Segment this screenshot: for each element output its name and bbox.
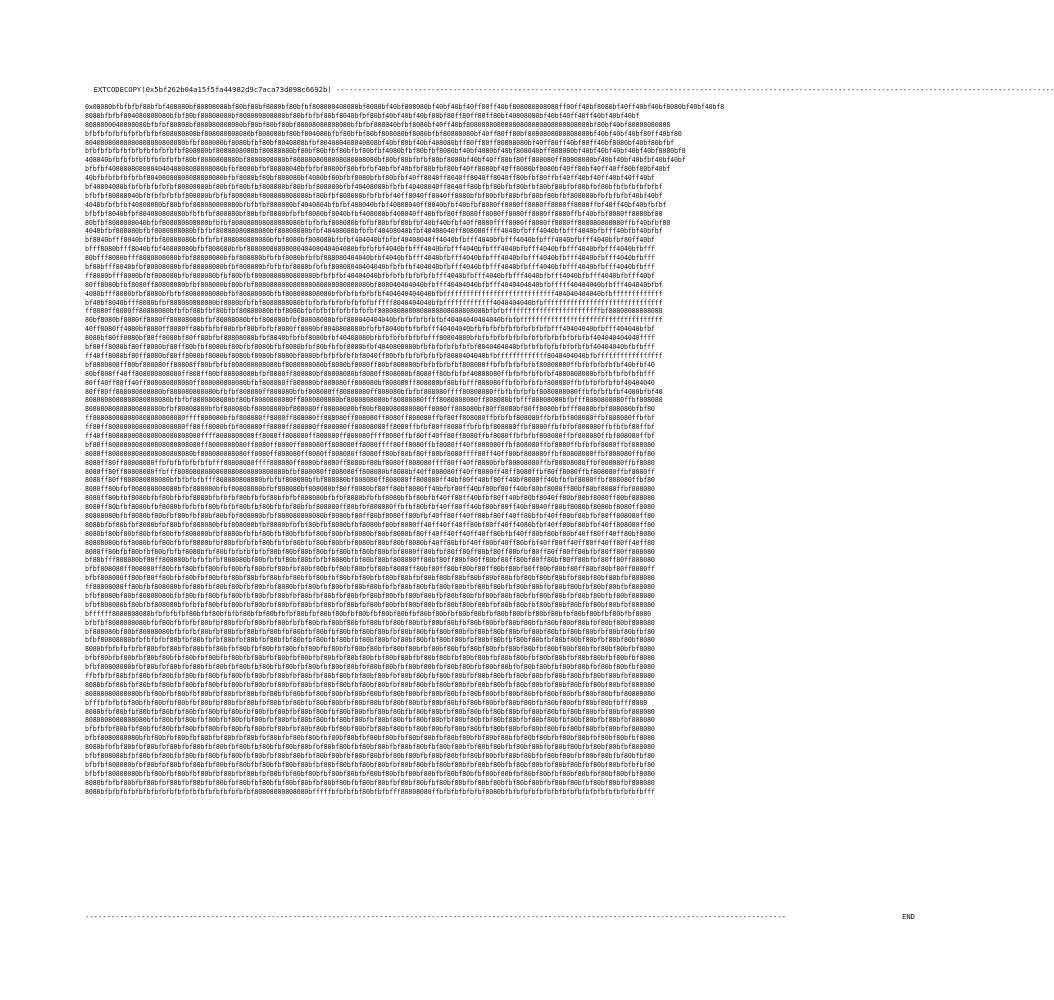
hex-line: bfbfbfbfbfbfbfbfbfbf808080808bf808080808080bf808080bf80bf804080bfbf80bfbf80bf808080bf8080bfbf80808080bf40ff80ff80bf8080808080808080bf40bf40bf40bf80ff40bf80 (85, 129, 682, 138)
hex-line: bfbf8080bf80bf80808080bfbf80bfbf80bfbf80bfbf80bfbf80bfbf80bfbf80bfbf80bfbf80bf80bfbf80bf80bfbf80bf80bfbf80bf80bf80bfbf80bf80bfbf80bf80bfbf80bf808080 (85, 591, 655, 600)
hex-line: ffbfbfbf80bfbf80bfbf80bfbf80bfbf80bfbf80bfbf80bfbf80bfbf80bfbf80bf80bfbf80bf80bfbf80bf80bfbf80bf80bfbf80bf80bfbf80bf80bfbf80bf80bfbf80bf80bfbf808080 (85, 672, 655, 680)
hex-line: bfff8080bfff8040bfbf40808080bfbf808080bfbf8080808080808040408040404080bfbfbfbf4040bfbfff4040bfbfff4040bfbfff4040bfbfff4040bfbfff4040bfbfff4040bfbfff (85, 245, 655, 254)
hex-line: bfbf80808080bfbf80bfbf80bfbf80bfbf80bfbf80bfbf80bfbf80bfbf80bfbf80bf80bfbf80bf80bfbf80bf80bfbf80bf80bfbf80bf80bfbf80bf80bfbf80bf80bfbf80bf80bfbf8080 (85, 663, 655, 672)
hex-line: bf80bfff808080bf80ff808080bfbfbfbfbf808080bf80bfbfbf80bf80bfbfbf8080bfbf80bf80bf808080ff80bf80ff80bf80ff80bf80ff80bf80ff80bf80ff80bfbf80ff80ff808080 (85, 556, 655, 565)
hex-line: 8080bfbfbfbfbfbf80bfbf80bfbf80bfbf80bfbf80bfbf80bfbf80bfbf80bfbf80bfbf80bf80bfbf80bf80bfbf80bf80bfbf80bf80bfbf80bf80bfbf80bf80bf80bfbf80bf80bfbf8080 (85, 645, 655, 654)
end-marker: END (902, 912, 915, 921)
hex-line: bf8040bfff8040bfbfbf80808080bfbfbfbf808080808080bfbf8080bf808080bfbfbf404040bfbfbf40408040ff4040bfbfff4040bfbfff4040bfbfff4040bfbfff4040bfbf80ff40bf (85, 236, 655, 245)
hex-line: 40bfbfbfbfbfbfbf80408080808080808080bfbf8080bf80bf808080bf4080bf80bfbf8080bfbf80bfbf40ff8040ff8040ff8040ff8040ff80bfbf80ffbf40ff40bf40ff40bf40ff40bf (85, 174, 655, 183)
hex-line: bfbfbf8080808080bfbf80bfbfbfbf80bfbf80bfbfbf80bfbf80bfbfbf80bfbf80bf80bfbf80bfbf80bf80bfbf80bf80bfbf80bf80bfbf80bf80bfbf80bf80bf80bfbf80bf80bf808080 (85, 618, 655, 627)
hex-line: bfbfbfbf80bfbf80bfbf80bfbf80bfbf80bfbf80bfbf80bfbf80bfbf80bf80bfbf80bf80bfbf80bf80bfbf80bf80bfbf80bf80bfbf80bf80bfbf80bf80bfbf80bf80bfbf80bfbf808080 (85, 725, 655, 734)
hex-line: 80808080bfbf8080bf80bfbf80bfbf80bf80bfbf808080bfbf808080808080bf8080bf80ff80bf8080ff80bfbf40ff80ff40ff80bf80ff40ff80bfbf40ff80bf80bfbf80ff808080ff80 (85, 511, 655, 520)
hex-line: 80ff80ff808080808080bf808080808080bfbfbf808080ff808080bfbf808080ff80808080ff808080bfbfbf808080ffff80808080ffbfbfbfbfbf8080808080ffbfbfbfbfbf4080bfbf40 (85, 387, 663, 396)
hex-line: bf80ff808080808080808080808080ff8080808080ff8080ff8080ff808080ff808080ff8080ffff80ff8080ffbf8080ff40ff808080ffbf808080ffbf8080ffbfbfbf8080ffbf808080 (85, 440, 655, 449)
hex-line: 408040bfbfbfbfbfbfbfbfbfbf80bf8080808080bf8080808080bf8080808080808080808080bf80bf80bfbfbf80bf8080bf40bf40ff80bf80ff808080ff80808080bf40bf40bf40bfbf40bf40bf (85, 156, 686, 165)
hex-line: 8080ff80ff80808080ffbfbfbfbfbfbfbfff80808080ffff808080ff8080bf8080ff8080bf80bf8080ff808080ffff80ff40ff8080bfbf80808080ffbf80808080ffbf808080ffbf8080 (85, 458, 655, 467)
hex-line: ff40ff808080808080808080808080ffff8080808080ff8080ff808080ff808080ff808080ffff8080ffbf80ff40ff80ff8080ffbf8080ffbfbfbf808080ffbf808080ffbf808080ffbf (85, 431, 655, 440)
hex-line: 80bfff8080bfff8080808080bfbf80808080bfbf808080bfbfbf8080bfbfbf808080404040bfbf4040bfbfff4040bfbfff4040bfbfff4040bfbfff4040bfbfff4040bfbfff4040bfbfff (85, 254, 655, 263)
hex-line: 80ff40ff80ff40ff808080808080ff808080808080bfbf808080ff808080bf808080ff808080bf808080ff808080bf80bfbfff808080ffbfbfbfbfbf808080ffbfbfbfbfbfbf40404040 (85, 378, 655, 387)
hex-line: bfbf80bfbf80bfbf80bf80bfbf80bfbf80bfbf80bfbf80bfbf80bfbf80bfbf80bfbf80bf80bfbf80bf80bfbf80bf80bfbf80bf80bfbf80bf80bfbf80bf80bfbf80bf80bfbf80bfbf8080 (85, 654, 655, 663)
hex-line: 8080ff80ff80808080ffbfff8080808080808080808080808080bfbf808080ff808080ff808080bf8080bf40ff808080ff40ff8080ff40ff8080ffbf80ff8080ffbf808080ffbf8080ff (85, 467, 655, 476)
hex-line: bfffbfbfbfbf80bfbf80bfbf80bfbf80bfbf80bfbf80bfbf80bfbf80bfbf80bf80bfbf80bf80bfbf80bf80bfbf80bf80bfbf80bf80bfbf80bf80bfbf80bf80bfbf80bf80bfbfff8080 (85, 698, 648, 707)
hex-line: bf40804080bfbfbfbfbfbfbf80808080bf80bfbf80bfbf808080bf80bfbf808080bfbf40408080bfbfbf40408040ff8040ff80bfbf80bfbf80bfbf80bf80bfbf80bfbf80bfbfbfbfbfbfbf (85, 183, 663, 192)
hex-line: 8080ff80bfbf808080808080bfbf808080bfbf80808080bfbf808080bf808080bf80ff8080bf80ff80bf8080ff40bfbf80ff40bf80bf80ff40bf80bf8080ff80bf80bf8080ffbf808080 (85, 485, 655, 494)
hex-line: bfbfbf80808080bfbf80bfbf80bfbf80bfbf80bfbf80bfbf80bfbf80bf80bfbf80bf80bfbf80bf80bfbf80bf80bfbf80bf80bfbf80bf80bfbf80bf80bfbf80bf80bfbf80bf80bfbf8080 (85, 769, 655, 778)
hex-line: 8080bf80ff8080bf80ff8080bf80ff80bfbf80808080bfbf8040bfbfbf8080bfbf40408080bfbfbfbfbfbfbfbfff80804080bfbfbfbfbfbfbfbfbfbfbfbfbfbfbfbf404040404040ffff (85, 334, 655, 343)
hex-line: 4080bfff8080bfbf8080bfbfbf8080808080bfbf80808080bfbf808080808080bfbfbfbfbfbfbf404040404040bfbfffffffffffffffffffffffffffff404040404040bfbfffffffffffff (85, 289, 663, 298)
hex-line: bfbf808080bf80bfbf808080bfbfbfbf80bfbf80bfbf80bfbf80bfbf80bfbf80bfbf80bfbf80bf80bfbf80bf80bfbf80bf80bf80bfbf80bf80bfbf80bf80bf80bfbf80bf80bfbf808080 (85, 600, 655, 609)
hex-line: bfbf808080bfbf80bfbf80bfbf80bfbf80bfbf80bfbf80bfbf80bf80bfbf80bf80bfbf80bf80bfbf80bf80bfbf80bf80bfbf80bf80bfbf80bf80bfbf80bf80bfbf80bf80bfbf80bfbf80 (85, 752, 655, 761)
footer-rule: ------------------------------------------------------------------------------------------------------------------------------------------------------------------ (85, 912, 787, 921)
hex-line: bfbfbf408080808080404040808080808080bfbf8080bfbf80808040bfbfbf8080bf80bfbfbf40bfbf40bfbf80bfbf80bf40ff8080bf40ff8080bf8080bf40ff80bf40ff40ff80bf80bf40bf (85, 165, 671, 174)
hex-line: bf40bf8040bfff8080bfbf808080808080bf8080bfbfbf8080808080bfbfbfbfbfbfbfbfbfbfffff8040404040bfbfffffffffffff4040404040bfbfffffffffffffffffffffffffffffff (85, 298, 663, 307)
hex-line: 4040bfbf808080bfbf8080808080bfbfbf80808080808080bf80808080bfbf40408080bfbfbf40408040bfbf40408040ff808080ffff4040bfbfff4040bfbfff4040bfbfff40bfbf40bfbf (85, 227, 663, 236)
hex-line: bf80ff8080bf80ff8080bf80ff80bfbf8080bf80bfbf8080bfbf8080bfbf80bfbfbf8080bfbf4040808080bfbfbfbfbfbfbfbf8040404040bfbfbfbfbfbfbfbfbfbf40404040bfbfbfff (85, 343, 655, 352)
hex-line: bfbfbfbfbfbfbfbfbfbfbfbfbf808080bf8080808080bf80808080bf80bf80bfbf80bfbf80bfbf4080bfbf80bfbf8080bf40bf4080bf40bf808040bff808080bf40bf40bf40bf40bf40bf8080bf8 (85, 147, 686, 156)
hex-line: bf80bfff8040bfbf80808080bfbf80808080bfbf808080bfbfbfbf8080bfbfbf80808040404040bfbfbfbf404040bfbfff4040bfbfff4040bfbfff4040bfbfff4040bfbfff4040bfbfff (85, 263, 655, 272)
bytecode-footer (85, 912, 915, 921)
hex-line: 80808080808080808080bfbf80808080bfbf808080bf80808080bf808080ff80808080bf80bf808080808080ff8080ff808080bf80ff8080bf80ff8080bfbfff8080bfbf808080bfbf80 (85, 405, 655, 414)
bytecode-header (85, 76, 1054, 94)
hex-line: 8080ff80bfbf8080bfbf8080bfbfbfbf80bfbfbf80bfbf80bfbfbf80bfbf808080ff80bfbf808080ffbfbf80bfbf40ff80ff40bf80bf80ff40bf8040ff80bf8080bf8080bf8080ff8080 (85, 503, 655, 512)
bytecode-hex-dump (85, 103, 915, 893)
hex-line: bfbf8080808080bfbf80bfbf80bfbf80bfbf80bfbf80bfbf80bfbf80bf80bfbf80bf80bfbf80bf80bfbf80bf80bfbf80bf80bfbf80bf80bfbf80bf80bfbf80bf80bfbf80bf80bfbf8080 (85, 734, 655, 743)
hex-line: 8080bfbfbfbfbfbfbfbfbfbfbfbfbfbfbfbfbfbfbfbf80808080808080bfffffbfbfbfbf80bfbfbfff80808080ffbfbfbfbfbfbf8080bfbfbfbfbfbfbfbfbfbfbfbfbfbfbfbfbfbfbfff (85, 787, 655, 796)
hex-line: 8080bfbf80bfbf8080bfbf80bfbf808080bfbf808080bfbf8080bfbfbf80bfbf8080bfbf8080bf80bf8080ff40ff40ff40ff80bf80ff40ff4080bfbf40ff80bf80bfbf40ff808080ff80 (85, 520, 655, 529)
hex-line: bfbfbf808080bfbf80bfbf80bfbf80bfbf80bfbf80bfbf80bfbf80bf80bfbf80bf80bfbf80bf80bfbf80bf80bfbf80bf80bfbf80bf80bfbf80bf80bfbf80bf80bfbf80bf80bfbfbfbf80 (85, 760, 655, 769)
hex-line: 4040bfbfbfbf40808080bf80bfbf808080808080bfbfbfbf808080bf4040804bfbfbf408040bfbf40808040ff8040bfbf40bfbf8080ff8080ff8080ff8080ff8080ffbf40ff40bf40bfbfbf (85, 200, 667, 209)
hex-line: 80bf808ff40ff808080808080ff808ff80bf80808080bfbf8080ff808080bf80808080bf8080ff808080bf8080ff80bfbfbf40808080ffbfbfbfbfbfbf4080808080bfbfbfbfbfbfbfff (85, 369, 655, 378)
hex-line: 8080ff80bfbf8080bfbf80bfbfbf8080bfbfbfbf80bfbfbf80bfbfbf808080bfbfbf8080bfbfbf8080bfbf80bfbf40ff80ff40bfbf80ff40bf80bf8040ff80bf80bf8080ff80bf808080 (85, 494, 655, 503)
hex-line: 80ff8080bfbf8080ff80808080bfbf808080bf80bfbf808080808080808080808080808080bf808040404040bfbfff40404040bfbfff4040404040bfbfffff40404040bfbfff404040bfbf (85, 280, 663, 289)
hex-line: 8080bfbf80bfbf80bfbf80bfbf80bfbf80bfbf80bfbf80bfbf80bfbf80bf80bfbf80bf80bfbf80bf80bfbf80bf80bfbf80bf80bfbf80bf80bfbf80bf80bfbf80bf80bfbf80bfbf808080 (85, 707, 655, 716)
hex-line: 8080bfbfbf804080808080bfbf80bf80808080bf808080808080bf80bfbfbf80bf8040bfbf80bf40bf40bf40bf80bf80ff80ff80ff80bf40808080bf40bf40ff40ff40bf40bf40bf (85, 111, 640, 120)
hex-line: 80bf8080bf8080ff8080ff80808080bfbf80808080bfbf808080bfbf80808080bfbf808040404040bfbfbfbfbfbfbf40404040404040bfbfbfffffffffffffffffffffffffffffffffffff (85, 316, 663, 325)
hex-line: ff80808080ff80bfbf808080bfbf80bfbf80bf80bfbf80bfbf8080bfbf80bfbf80bfbf80bf80bfbfbf80bf80bfbf80bf80bfbf80bf80bfbf80bf80bfbf80bf80bfbf80bf80bfbf808080 (85, 583, 655, 592)
header-label: EXTCODECOPY(0x5bf262b04a15f5fa44982d9c7aca73d098c6692b) (93, 85, 332, 94)
hex-line: bfbf808080ff808080ff80bfbf80bfbf80bfbf80bfbf80bfbf80bfbf80bf80bfbf80bf80bfbf80bf8080ff80bf80ff80bf80bf80ff80bf80bf80ff80bf80bf80ff80bf80bf80ff8080ff (85, 565, 655, 574)
hex-line: 8080ff80bfbf80bfbf80bfbfbf8080bfbf80bfbfbfbfbfbf80bf80bf80bf80bfbf80bfbf80bf80bfbf8080ff80bfbf80ff80ff80bf80ff80bfbf80ff80ff80ff80bfbf80ff80ff808080 (85, 547, 655, 556)
header-rule: ---------------------------------------------------------------------------------------------------------------------------------------------------------------------- (335, 85, 1054, 94)
hex-line: ff8080bfff8080bfbf808080bfbf808080bfbf80bfbf8080808080808080bfbfbfbf40404040bfbfbfbfbfbfbfbfff4040bfbfff4040bfbfff4040bfbfff4040bfbfff4040bfbfff40bf (85, 271, 655, 280)
hex-line: bf8080808ff80bf808080ff80808ff80bfbfbf808080808080bf8080808080bf8080bf8080ff80bf808080bfbfbfbfbfbf808080ffbfbfbfbfbfbf80808080ffbfbfbfbfbfbf40bfbf40 (85, 360, 655, 369)
hex-line: 8080ff8080808080808080808080bf808080808080ff8080ff808080ff8080ff808080ff8080ff80bf80bf80ff80bf8080ffff80ff40ff80bf808080ffbf80808080ffbf808080ffbf80 (85, 449, 655, 458)
hex-line: bfbfbf80808040bfbfbfbfbfbf808080bfbfbf808080bf808080808080bf80bfbf808080bfbfbfbf40ff8040ff8040ff8080bfbf80bfbf80bfbf80bf80bfbf808080bfbfbfbfbf40bf40bf (85, 191, 663, 200)
hex-line: 80bfbf8080808040bfbf808080808080bfbfbf808080808080808080bfbfbfbf808080bfbfbf80bfbf80bfbf40bf40bfbf40ff8080ffff8080ff8080ff8080ff808080808080ffbf40bfbf80 (85, 218, 671, 227)
hex-line: 40ff8080ff4080bf8080ff8080ff80bfbfbf80bfbf80bfbfbf8080ff8080bf8040808080bfbfbf8040bfbfbfbfff40404040bfbfbfbfbfbfbfbfbfbfbfff40404040bfbfff404040bfbf (85, 325, 655, 334)
hex-line: bfbf808080ff80bf80ff80bfbf80bfbf80bfbf80bf80bfbf80bfbf80bfbf80bfbf80bfbf80bfbf80bf80bfbf80bf80bf80bf80bf80bf80bfbf80bf80bf80bfbf80bf80bf80bfbf808080 (85, 574, 655, 583)
hex-line: ff8080ff8080ff80808080bfbfbf80bfbf80bfbf80808080bfbf8080bfbfbfbfbfbfbfbfbfbf8080808080808080808080808080bfbfbfffffffffffffffffffffffffbf80808080808080 (85, 307, 663, 316)
hex-line: bffffff8080808080bfbfbfbfbf80bfbf80bfbfbf80bfbf80bfbfbf80bfbf80bf80bfbf80bfbf80bf80bfbf80bf80bfbf80bf80bfbf80bf80bfbf80bf80bfbf80bf80bfbf80bfbf8080 (85, 609, 651, 618)
hex-line: 80808080bfbf8080bfbf80bfbfbf8080bfbf80bfbfbfbf80bfbfbf80bfbf80bf80bfbf8080bf80bf80bf8080bf40ff80bfbf40ff80bf40ff80bfbf40ff80ff40ff80ff40ff80ff40ff80 (85, 538, 655, 547)
hex-line: 8080ff80ff808080808080bfbfbfbfbfff808080808080bfbfbf808080bfbf808080bf808080ff808080ff808080ff40bf80ff40bf80ff40bf8080ff40bfbfbf8080ffbf808080ffbf80 (85, 476, 655, 485)
hex-line: 80808080808080bfbf80bfbf80bfbf80bfbf80bfbf80bfbf80bfbf80bfbf80bf80bfbf80bf80bfbf80bf80bfbf80bf80bfbf80bf80bfbf80bf80bfbf80bf80bfbf80bf80bfbf80808080 (85, 689, 655, 698)
hex-line: 8080bfbfbf80bfbf80bfbf80bfbf80bfbf80bfbf80bfbf80bfbf80bf80bfbf80bf80bfbf80bf80bfbf80bf80bfbf80bf80bfbf80bf80bfbf80bf80bfbf80bf80bfbf80bf80bfbf808080 (85, 743, 655, 752)
hex-line: 8080bfbf80bfbf80bfbf80bfbf80bfbf80bfbf80bfbf80bfbf80bfbf80bfbf80bf80bfbf80bf80bfbf80bf80bfbf80bf80bfbf80bf80bfbf80bf80bfbf80bf80bfbf80bf80bfbf808080 (85, 680, 655, 689)
hex-line: 80408080808080808080808080bfbf808080bf8080bfbf80bf8040808bfbf804080408040808bf40bf80bf40bf408080bff80ff80ff80808080bf40ff80ff40bf80ff40bf8080bf40bf80bfbf (85, 138, 675, 147)
hex-line: bfbfbf8040bfbf804080808080bfbfbfbf808080bf80bfbf8080bfbfbf8080bf8040bfbf408080bf408040ff40bfbf80ff8080ff8080ff8080ff8080ff8080ffbf40bfbf8080ff8080bf80 (85, 209, 663, 218)
hex-line: ff80ff80808080808080808080ff80ff8080bfbf808080ff8080ff808080ff808080ff80808080ff8080ffbfbf80ff8080ffbfbfbf808080ffbf8080ffbfbfbf808080ffbfbfbf80ffbf (85, 423, 655, 432)
hex-line: ff40ff8080bf80ff8080bf80ff8080bf8080bf8080bf8080bf8080bf8080bfbfbfbfbfbf8040ff80bfbfbfbfbfbfbf8080404040bfbfffffffffffff8040404040bfbfffffffffffffffff (85, 351, 663, 360)
hex-line: 8080808080808080808080bfbfbf8080808080bf80bf8080808080ff8080808080bf8080808080bf80808080ffff8080808080ff808080bfbfff80808080bfbfff8080808080ffbf808080 (85, 396, 663, 405)
hex-line: bf808080bf80bf80808080bfbfbfbf80bfbf80bfbf80bfbf80bfbf80bfbf80bfbf80bfbf80bf80bfbf80bf80bfbf80bf80bfbf80bf80bf80bfbf80bf80bfbf80bf80bfbf80bf80bfbf80 (85, 627, 655, 636)
hex-line: 8080bfbfbf80bfbf80bfbf80bfbf80bfbf80bfbf80bfbf80bfbf80bf80bfbf80bf80bfbf80bf80bfbf80bf80bfbf80bf80bfbf80bf80bfbf80bf80bfbf80bf80bfbf80bf80bfbf808080 (85, 778, 655, 787)
hex-line: 8080808080808080bfbf80bfbf80bfbf80bfbf80bfbf80bfbf80bfbf80bf80bfbf80bf80bfbf80bf80bfbf80bf80bfbf80bf80bfbf80bf80bfbf80bf80bfbf80bf80bfbf80bfbf808080 (85, 716, 655, 725)
hex-line: 0x08080bfbfbfbf80bfbf408080bf80808080bf80bf80bf8080bf80bfbf808080408080bf8080bf40bf808080bf40bf40bf40ff80ff40bf808080808080ff00ff40bf8080bf40ff40bf40bf8080bf40bf40bf8 (85, 103, 725, 111)
hex-line: ff808080808080808080808080ffff808080bfbf808080ff8080ff808080ff808080ff808080ff8080ff808080ffbf80ff808080ffbfbfbf808080ffbfbfbf808080ffbf808080ffbfbf (85, 414, 655, 423)
hex-line: 8080800040808080bfbfbf80808bf808080808080bf80bf80bf80bf80808080808080bfbfbf808040bfbf8080bf40ff40bf80808080808080808080808080808080bf80bf40bf80808080808 (85, 120, 671, 129)
hex-line: 8080bf80bf80bf80bfbf80bfbf808080bfbf8080bfbfbf80bfbf80bfbfbf80bf80bfbf8080bf80bf8080bf80ff40ff40ff40ff40ff80bfbf40ff80bf80bf80bf40ff80ff40ff80bf8080 (85, 529, 655, 538)
hex-line: bfbf80808080bfbfbfbfbf80bfbf80bfbfbf80bfbf80bfbf80bfbf80bfbf80bfbf80bfbf80bf80bfbf80bf80bfbf80bf80bfbf80bf80bfbf80bf80bfbf80bf80bf80bfbf80bf80bf8080 (85, 636, 655, 645)
